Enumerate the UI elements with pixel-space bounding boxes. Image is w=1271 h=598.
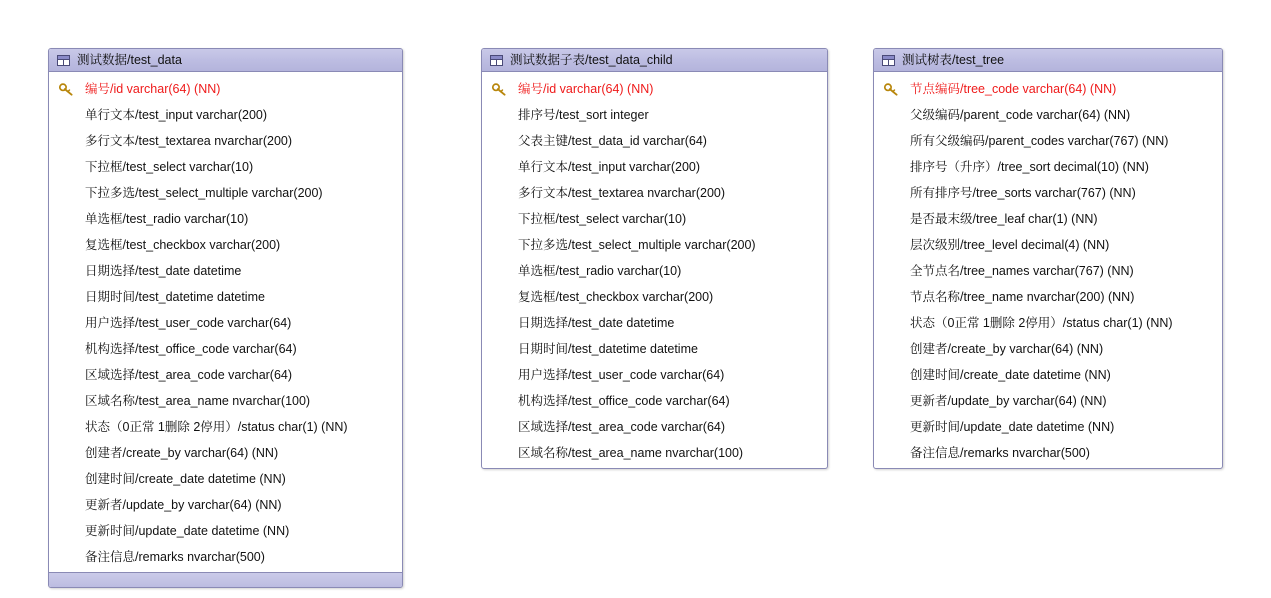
attribute-row[interactable] <box>874 180 1222 206</box>
attribute-label: 更新时间/update_date datetime (NN) <box>910 419 1115 434</box>
entity-table[interactable] <box>873 48 1223 469</box>
attribute-label: 复选框/test_checkbox varchar(200) <box>518 289 714 304</box>
primary-key-attribute-row[interactable] <box>482 76 827 102</box>
table-icon <box>490 55 503 66</box>
attribute-row[interactable] <box>482 414 827 440</box>
attribute-label: 更新时间/update_date datetime (NN) <box>85 523 290 538</box>
attribute-label: 全节点名/tree_names varchar(767) (NN) <box>910 263 1134 278</box>
attribute-label: 日期时间/test_datetime datetime <box>518 341 698 356</box>
attribute-row[interactable] <box>874 284 1222 310</box>
attribute-row[interactable] <box>49 154 402 180</box>
attribute-row[interactable] <box>874 388 1222 414</box>
entity-header[interactable] <box>482 49 827 72</box>
attribute-row[interactable] <box>482 102 827 128</box>
attribute-label: 单行文本/test_input varchar(200) <box>518 159 701 174</box>
entity-header[interactable] <box>874 49 1222 72</box>
entity-attribute-list <box>49 72 402 572</box>
attribute-row[interactable] <box>482 310 827 336</box>
attribute-label: 单行文本/test_input varchar(200) <box>85 107 268 122</box>
primary-key-attribute-row[interactable] <box>49 76 402 102</box>
attribute-label: 区域名称/test_area_name nvarchar(100) <box>518 445 744 460</box>
attribute-row[interactable] <box>482 440 827 466</box>
attribute-row[interactable] <box>874 128 1222 154</box>
attribute-row[interactable] <box>874 232 1222 258</box>
entity-title: 测试数据子表/test_data_child <box>510 52 673 67</box>
attribute-label: 下拉框/test_select varchar(10) <box>518 211 687 226</box>
attribute-row[interactable] <box>482 154 827 180</box>
entity-title: 测试树表/test_tree <box>902 52 1005 67</box>
attribute-label: 编号/id varchar(64) (NN) <box>518 81 654 96</box>
attribute-row[interactable] <box>49 206 402 232</box>
table-icon <box>57 55 70 66</box>
attribute-row[interactable] <box>49 466 402 492</box>
attribute-row[interactable] <box>49 388 402 414</box>
attribute-label: 所有排序号/tree_sorts varchar(767) (NN) <box>910 185 1136 200</box>
attribute-label: 用户选择/test_user_code varchar(64) <box>518 367 725 382</box>
attribute-row[interactable] <box>49 128 402 154</box>
attribute-row[interactable] <box>49 414 402 440</box>
primary-key-attribute-row[interactable] <box>874 76 1222 102</box>
attribute-row[interactable] <box>482 232 827 258</box>
key-icon <box>57 83 85 96</box>
attribute-label: 父级编码/parent_code varchar(64) (NN) <box>910 107 1131 122</box>
attribute-label: 下拉框/test_select varchar(10) <box>85 159 254 174</box>
attribute-label: 节点编码/tree_code varchar(64) (NN) <box>910 81 1117 96</box>
attribute-label: 创建者/create_by varchar(64) (NN) <box>85 445 279 460</box>
attribute-row[interactable] <box>874 258 1222 284</box>
attribute-label: 下拉多选/test_select_multiple varchar(200) <box>85 185 323 200</box>
attribute-label: 是否最末级/tree_leaf char(1) (NN) <box>910 211 1098 226</box>
attribute-label: 节点名称/tree_name nvarchar(200) (NN) <box>910 289 1135 304</box>
entity-attribute-list <box>874 72 1222 468</box>
attribute-label: 用户选择/test_user_code varchar(64) <box>85 315 292 330</box>
attribute-label: 单选框/test_radio varchar(10) <box>85 211 249 226</box>
attribute-label: 编号/id varchar(64) (NN) <box>85 81 221 96</box>
attribute-row[interactable] <box>874 336 1222 362</box>
attribute-row[interactable] <box>874 414 1222 440</box>
attribute-row[interactable] <box>482 206 827 232</box>
attribute-label: 区域选择/test_area_code varchar(64) <box>85 367 293 382</box>
attribute-row[interactable] <box>49 362 402 388</box>
attribute-label: 日期选择/test_date datetime <box>518 315 675 330</box>
attribute-row[interactable] <box>49 258 402 284</box>
attribute-row[interactable] <box>49 102 402 128</box>
attribute-row[interactable] <box>482 336 827 362</box>
attribute-label: 创建时间/create_date datetime (NN) <box>85 471 286 486</box>
attribute-row[interactable] <box>874 102 1222 128</box>
attribute-label: 排序号（升序）/tree_sort decimal(10) (NN) <box>910 159 1149 174</box>
attribute-label: 机构选择/test_office_code varchar(64) <box>518 393 730 408</box>
attribute-row[interactable] <box>874 154 1222 180</box>
key-icon <box>882 83 910 96</box>
attribute-row[interactable] <box>49 232 402 258</box>
attribute-label: 父表主键/test_data_id varchar(64) <box>518 133 707 148</box>
attribute-label: 多行文本/test_textarea nvarchar(200) <box>518 185 726 200</box>
attribute-label: 层次级别/tree_level decimal(4) (NN) <box>910 237 1110 252</box>
attribute-label: 所有父级编码/parent_codes varchar(767) (NN) <box>910 133 1169 148</box>
attribute-row[interactable] <box>49 518 402 544</box>
entity-title: 测试数据/test_data <box>77 52 182 67</box>
attribute-row[interactable] <box>874 362 1222 388</box>
attribute-row[interactable] <box>482 284 827 310</box>
attribute-row[interactable] <box>49 336 402 362</box>
attribute-row[interactable] <box>49 180 402 206</box>
attribute-row[interactable] <box>482 180 827 206</box>
attribute-row[interactable] <box>874 206 1222 232</box>
entity-table[interactable] <box>48 48 403 588</box>
attribute-row[interactable] <box>482 362 827 388</box>
entity-header[interactable] <box>49 49 402 72</box>
key-icon <box>490 83 518 96</box>
attribute-row[interactable] <box>482 258 827 284</box>
attribute-label: 机构选择/test_office_code varchar(64) <box>85 341 297 356</box>
attribute-row[interactable] <box>874 440 1222 466</box>
table-icon <box>882 55 895 66</box>
attribute-label: 状态（0正常 1删除 2停用）/status char(1) (NN) <box>85 419 348 434</box>
attribute-label: 单选框/test_radio varchar(10) <box>518 263 682 278</box>
attribute-row[interactable] <box>49 440 402 466</box>
attribute-label: 备注信息/remarks nvarchar(500) <box>910 445 1090 460</box>
attribute-label: 创建时间/create_date datetime (NN) <box>910 367 1111 382</box>
entity-attribute-list <box>482 72 827 468</box>
attribute-row[interactable] <box>49 310 402 336</box>
attribute-row[interactable] <box>874 310 1222 336</box>
attribute-label: 日期选择/test_date datetime <box>85 263 242 278</box>
attribute-label: 更新者/update_by varchar(64) (NN) <box>910 393 1107 408</box>
attribute-label: 多行文本/test_textarea nvarchar(200) <box>85 133 293 148</box>
attribute-label: 区域名称/test_area_name nvarchar(100) <box>85 393 311 408</box>
attribute-label: 下拉多选/test_select_multiple varchar(200) <box>518 237 756 252</box>
attribute-row[interactable] <box>49 544 402 570</box>
attribute-label: 日期时间/test_datetime datetime <box>85 289 265 304</box>
attribute-label: 状态（0正常 1删除 2停用）/status char(1) (NN) <box>910 315 1173 330</box>
attribute-row[interactable] <box>49 492 402 518</box>
attribute-label: 复选框/test_checkbox varchar(200) <box>85 237 281 252</box>
entity-footer <box>49 572 402 587</box>
attribute-label: 创建者/create_by varchar(64) (NN) <box>910 341 1104 356</box>
attribute-label: 排序号/test_sort integer <box>518 107 649 122</box>
attribute-label: 备注信息/remarks nvarchar(500) <box>85 549 265 564</box>
attribute-row[interactable] <box>482 128 827 154</box>
entity-table[interactable] <box>481 48 828 469</box>
attribute-label: 更新者/update_by varchar(64) (NN) <box>85 497 282 512</box>
attribute-row[interactable] <box>49 284 402 310</box>
attribute-label: 区域选择/test_area_code varchar(64) <box>518 419 726 434</box>
attribute-row[interactable] <box>482 388 827 414</box>
